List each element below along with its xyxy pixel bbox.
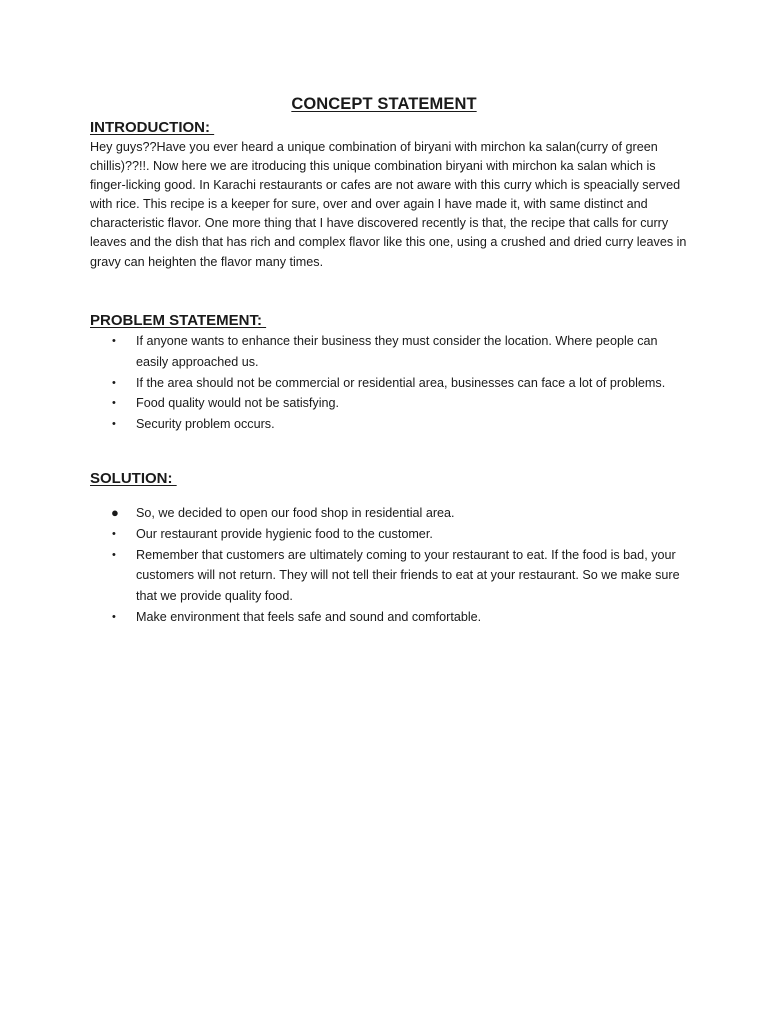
list-item-text: If the area should not be commercial or residential area, businesses can face a lot of problems. [136,375,666,390]
problem-statement-heading: PROBLEM STATEMENT: [90,312,267,329]
document-title: CONCEPT STATEMENT [291,95,477,113]
problem-statement-list [90,331,688,435]
introduction-heading: INTRODUCTION: [90,119,215,136]
list-item-text: Security problem occurs. [136,417,275,432]
list-item-text: If anyone wants to enhance their business they must consider the location. Where people can easily approached us. [136,334,658,369]
bullet-icon: • [112,376,116,389]
list-item [90,393,688,414]
list-item [90,414,688,435]
solution-heading: SOLUTION: [90,470,177,487]
solution-list [90,503,688,628]
list-item [90,373,688,394]
bullet-icon: • [112,610,116,623]
list-item-text: Our restaurant provide hygienic food to the customer. [136,526,433,541]
list-item [90,607,688,628]
list-item [90,545,688,607]
bullet-icon: • [112,335,116,347]
list-item-text: So, we decided to open our food shop in residential area. [136,506,455,520]
list-item-text: Food quality would not be satisfying. [136,396,340,411]
list-item-text: Make environment that feels safe and sound and comfortable. [136,609,482,624]
list-item [90,524,688,545]
bullet-icon: • [112,397,116,410]
bullet-icon: • [112,418,116,431]
bullet-icon: ● [111,505,119,520]
bullet-icon: • [112,527,116,540]
introduction-paragraph: Hey guys??Have you ever heard a unique combination of biryani with mirchon ka salan(curry of green chillis)??!!. Now here we are itroducing this unique combination biryani with mirchon ka salan which is finger-licking good. In Karachi restaurants or cafes are not aware with this curry which is speacially served with rice. This recipe is a keeper for sure, over and over again I have made it, with same distinct and characteristic flavor. One more thing that I have discovered recently is that, the recipe that calls for curry leaves and the dish that has rich and complex flavor like this one, using a crushed and dried curry leaves in gravy can heighten the flavor many times. [90,140,687,269]
list-item [90,331,688,373]
list-item [90,503,688,524]
bullet-icon: • [112,548,116,561]
list-item-text: Remember that customers are ultimately coming to your restaurant to eat. If the food is bad, your customers will not return. They will not tell their friends to eat at your restaurant. So we make sure that we provide quality food. [136,547,680,604]
